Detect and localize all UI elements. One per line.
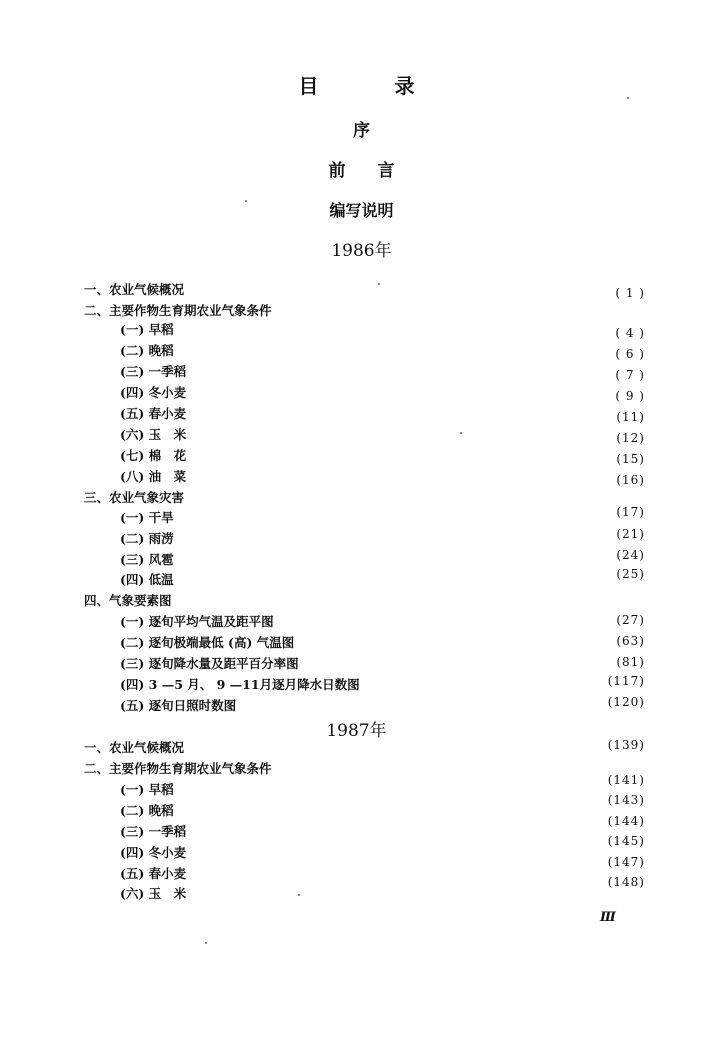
scan-speck <box>298 894 300 896</box>
toc-entry[interactable]: (二) 雨涝 (21) <box>120 527 645 546</box>
toc-entry[interactable]: (四) 冬小麦 ( 9 ) <box>120 385 645 403</box>
scan-speck <box>378 283 380 285</box>
scan-speck <box>205 942 207 944</box>
toc-entry[interactable]: (五) 逐旬日照时数图 (120) <box>120 695 645 713</box>
toc-entry[interactable]: (六) 玉 米 (148) <box>120 875 645 901</box>
toc-entry[interactable]: (八) 油 菜 (16) <box>120 469 645 487</box>
toc-entry[interactable]: (二) 晚稻 (143) <box>120 793 645 818</box>
title-char-right: 录 <box>394 74 415 98</box>
toc-entry[interactable]: (六) 玉 米 (12) <box>120 427 645 445</box>
toc-section-heading: 二、主要作物生育期农业气象条件 <box>84 761 272 776</box>
year-1987-heading: 1987年 <box>326 721 387 741</box>
toc-section-heading: 二、主要作物生育期农业气象条件 <box>84 303 272 318</box>
toc-entry[interactable]: (二) 逐旬极端最低 (高) 气温图 (63) <box>120 634 645 650</box>
toc-entry[interactable]: (三) 风雹 (24) <box>120 548 645 567</box>
toc-entry[interactable]: (一) 逐旬平均气温及距平图 (27) <box>120 613 645 629</box>
toc-title <box>0 70 713 99</box>
toc-entry[interactable]: (五) 春小麦 (11) <box>120 406 645 424</box>
toc-section-heading: 四、气象要素图 <box>84 593 172 608</box>
compile-notes-heading: 编写说明 <box>329 201 394 220</box>
toc-section-heading: 三、农业气象灾害 <box>84 490 185 505</box>
toc-entry[interactable]: 一、农业气候概况 (139) <box>84 738 645 755</box>
toc-entry[interactable]: (四) 低温 (25) <box>120 567 645 587</box>
toc-entry[interactable]: (二) 晚稻 ( 6 ) <box>120 343 645 361</box>
foreword-heading <box>5 156 713 181</box>
foreword-char-left: 前 <box>328 161 346 181</box>
preface-heading: 序 <box>353 121 370 141</box>
toc-entry[interactable]: (一) 早稻 ( 4 ) <box>120 322 645 340</box>
toc-entry[interactable]: (一) 早稻 (141) <box>120 773 645 797</box>
toc-entry[interactable]: (三) 一季稻 (144) <box>120 814 645 839</box>
scan-speck <box>627 97 629 99</box>
toc-entry[interactable]: 一、农业气候概况 ( 1 ) <box>84 282 645 300</box>
year-1986-heading: 1986年 <box>331 241 392 261</box>
toc-entry[interactable]: (一) 干旱 (17) <box>120 505 645 525</box>
toc-entry[interactable]: (四) 冬小麦 (145) <box>120 834 645 860</box>
toc-entry[interactable]: (四) 3 —5 月、 9 —11月逐月降水日数图 (117) <box>120 674 645 692</box>
page-folio: Ⅲ <box>600 910 616 925</box>
foreword-char-right: 言 <box>377 161 395 181</box>
title-char-left: 目 <box>298 74 319 98</box>
toc-entry[interactable]: (七) 棉 花 (15) <box>120 448 645 466</box>
scan-speck <box>245 200 247 202</box>
scan-speck <box>460 432 462 434</box>
toc-entry[interactable]: (五) 春小麦 (147) <box>120 855 645 881</box>
toc-entry[interactable]: (三) 一季稻 ( 7 ) <box>120 364 645 382</box>
toc-entry[interactable]: (三) 逐旬降水量及距平百分率图 (81) <box>120 655 645 671</box>
